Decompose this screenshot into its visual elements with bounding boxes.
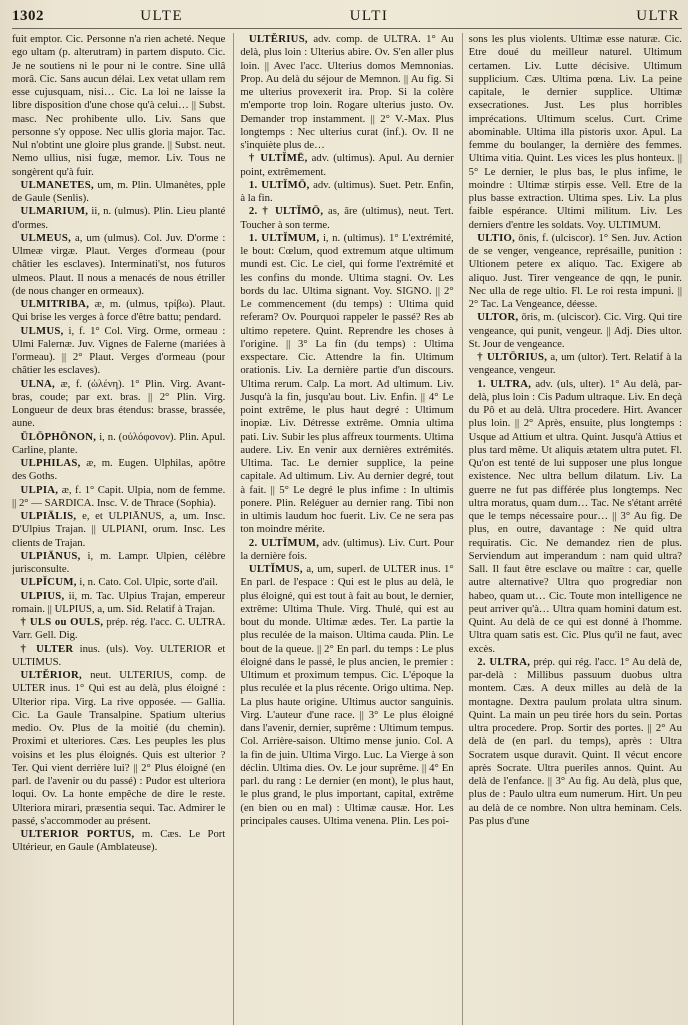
entry-headword: 2. † ULTĬMŌ, [248, 205, 324, 218]
dictionary-entry [469, 311, 682, 351]
entry-definition: neut. ULTERIUS, comp. de ULTER inus. 1° Qui est au delà, plus éloigné : Ulterior ripa. Virg. La rive opposée. — Gallia. Cic. La Gaule Transalpine. Spatium ulterius medio. Ov. Plus de la moitié (du chemin). Proximi et ulteriores. Cæs. Les peuples les plus voisins et les plus éloignés. Quis est ulterior ? Ter. Qui vient derrière lui? || 2° Plus éloigné (en parl. de l'avenir ou du passé) : Pudor est ulteriora loqui. Ov. La honte empêche de dire le reste. Ulteriora mirari, præsentia sequi. Tac. Admirer le passé, s'accommoder au présent. [12, 669, 226, 827]
entry-headword: ULTĔRIUS, [248, 33, 308, 45]
entry-definition: ii, n. (ulmus). Plin. Lieu planté d'ormes. [12, 205, 226, 231]
dictionary-entry [12, 298, 225, 325]
entry-headword: ULTOR, [477, 311, 519, 324]
dictionary-entry [240, 152, 453, 179]
entry-headword: ULPIĀNUS, [20, 549, 81, 562]
entry-definition: adv. (ultimus). Liv. Curt. Pour la dernière fois. [240, 536, 454, 562]
dictionary-entry [12, 205, 225, 232]
entry-definition: æ, m. (ulmus, τρίβω). Plaut. Qui brise les verges à force d'être battu; pendard. [12, 298, 226, 324]
entry-headword: 2. ULTRA, [477, 655, 531, 668]
dictionary-entry [12, 431, 225, 458]
entry-definition: adv. (ultimus). Suet. Petr. Enfin, à la fin. [240, 178, 454, 204]
dictionary-entry [240, 205, 453, 232]
dictionary-entry [240, 33, 453, 152]
entry-definition: e, et ULPIĀNUS, a, um. Insc. D'Ulpius Trajan. || ULPIANI, orum. Insc. Les clients de Trajan. [12, 510, 226, 549]
entry-definition: i, m. Lampr. Ulpien, célèbre jurisconsulte. [12, 549, 226, 575]
entry-headword: † ULTŌRIUS, [477, 351, 548, 363]
entry-definition: ōnis, f. (ulciscor). 1° Sen. Juv. Action de se venger, vengeance, représaille, punition : Ultionem petere ex aliquo. Tac. Exigere ab aliquo. Just. Tirer vengeance de qqn, le punir. Nec ulla de rege ultio. Fl. Le roi resta impuni. || 2° Tac. La Vengeance, déesse. [468, 231, 682, 310]
dictionary-entry [240, 232, 453, 537]
entry-definition: inus. (uls). Voy. ULTERIOR et ULTIMUS. [12, 642, 226, 668]
entry-definition: sons les plus violents. Ultimæ esse naturæ. Cic. Etre doué du meilleur naturel. Ultimum certamen. Liv. Lutte décisive. Ultimum supplicium. Cæs. Ultima pœna. Liv. La peine capitale, le dernier supplice. Ultimæ exsecrationes. Just. Les plus horribles imprécations. Ultimum scelus. Curt. Crime abominable. Ultima illa pistoris uxor. Apul. La femme du boulanger, la dernière des femmes. Ultima vitia. Quint. Les vices les plus honteux. || 5° Le dernier, le plus bas, le plus infime, le moindre : Ultimæ stirpis esse. Vell. Etre de la plus basse extraction. Ultima spes. Liv. La plus faible espérance. Ultimi militum. Liv. Les derniers d'entre les soldats. Voy. ULTIMUM. [468, 33, 682, 231]
dictionary-entry [12, 828, 225, 855]
entry-definition: i, f. 1° Col. Virg. Orme, ormeau : Ulmi Falernæ. Juv. Vignes de Falerne (mariées à l'ormeau). || 2° Plaut. Verges d'ormeau (pour châtier les esclaves). [12, 324, 226, 377]
entry-headword: 2. ULTĬMUM, [248, 536, 320, 549]
entry-headword: ULMITRIBA, [20, 298, 90, 310]
entry-definition: a, um (ultor). Tert. Relatif à la vengeance, vengeur. [468, 351, 682, 377]
entry-headword: 1. ULTĬMŌ, [248, 178, 310, 191]
entry-headword: ULNA, [20, 377, 56, 390]
entry-definition: as, āre (ultimus), neut. Tert. Toucher à son terme. [240, 205, 454, 231]
dictionary-entry [12, 457, 225, 484]
entry-headword: ULMARIUM, [20, 205, 89, 218]
dictionary-entry [12, 616, 225, 643]
entry-headword: ŪLŌPHŌNON, [20, 430, 97, 443]
entry-definition: i, n. (οὐλόφονον). Plin. Apul. Carline, plante. [12, 430, 226, 456]
entry-definition: adv. (ultimus). Apul. Au dernier point, extrêmement. [240, 152, 454, 178]
dictionary-entry [12, 484, 225, 511]
dictionary-entry [12, 510, 225, 550]
guide-word-right: ULTR [636, 8, 680, 24]
entry-definition: prép. qui rég. l'acc. 1° Au delà de, par-delà : Millibus passuum duobus ultra montem. Cæs. A deux milles au delà de la montagne. Dextra paulum prolata ultra sinum. Quint. La main un peu tirée hors du sein. Portas ultra procedere. Prop. Sortir des portes. || 2° Au delà de (en parl. du temps), après : Ultra Socratem usque duravit. Quint. Il vécut encore après Socrate. Ultra pueriles annos. Quint. Au delà de l'enfance. || 3° Au fig. Au delà, plus que, plus de : Paulo ultra eum numerum. Hirt. Un peu au delà de ce nombre. Non ultra heminam. Cels. Pas plus d'une [468, 655, 682, 827]
dictionary-entry [12, 643, 225, 670]
guide-word-left: ULTE [140, 8, 184, 24]
entry-headword: ULPIĀLIS, [20, 510, 77, 522]
dictionary-entry [240, 537, 453, 564]
column-2 [233, 33, 453, 1025]
entry-headword: ULPHILAS, [20, 457, 81, 469]
entry-headword: ULPĬCUM, [20, 576, 77, 589]
entry-definition: a, um, superl. de ULTER inus. 1° En parl. de l'espace : Qui est le plus au delà, le plus éloigné, qui est tout à fait au bout, le dernier, extrême: Ultima Thule. Virg. Thulé, qui est au bout du monde. Ultimæ ædes. Ter. La partie la plus reculée de la maison. Ultima cauda. Plin. Le bout de la queue. || 2° En parl. du temps : Le plus éloigné dans le passé, le plus ancien, le premier : Ultimum et proximum tempus. Cic. L'époque la plus reculée et la plus récente. Origo ultima. Nep. La plus haute origine. Ultimus auctor sanguinis. Virg. L'auteur d'une race. || 3° Le plus éloigné dans l'avenir, dernier, suprême : Ultimum tempus. Col. Arrière-saison. Ultimo mense junio. Col. A la fin de juin. Ultima Virgo. Luc. La Vierge à son déclin. Ultima dies. Ov. Le jour suprême. || 4° En parl. du rang : Le dernier (en mont), le plus haut, le plus grand, le plus important, capital, extrême (en bien ou en mal) : Ultimæ causæ. Hor. Les principales causes. Ultima venena. Plin. Les poi- [240, 563, 454, 827]
entry-definition: um, m. Plin. Ulmanètes, pple de Gaule (Senlis). [12, 178, 226, 204]
page-header [12, 8, 682, 29]
entry-definition: prép. rég. l'acc. C. ULTRA. Varr. Gell. Dig. [12, 616, 226, 642]
entry-headword: ULPIUS, [20, 589, 65, 602]
entry-continuation [469, 33, 682, 232]
entry-definition: a, um (ulmus). Col. Juv. D'orme : Ulmeæ virgæ. Plaut. Verges d'ormeau (pour châtier les esclaves). Interminati'st, nos futuros ulmeos. Plaut. Il nous a menacés de nous étriller (de nous changer en ormeaux). [12, 231, 226, 297]
dictionary-entry [12, 378, 225, 431]
entry-definition: i, n. (ultimus). 1° L'extrémité, le bout: Cœlum, quod extremum atque ultimum mundi est. Cic. Le ciel, qui forme l'extrémité et les confins du monde. Ultima stagni. Ov. Les bords du lac. Ultima signant. Voy. SIGNO. || 2° Le commencement (du temps) : Ultima quid referam? Ov. Pourquoi rappeler le passé? Res ab ultimo repetere. Quint. Reprendre les choses à l'origine. || 3° La fin (du temps) : Ultima exspectare. Cic. Attendre la fin. Ultimum orationis. Liv. La dernière partie d'un discours. Ultima rerum. Calp. La mort. Ad ultimum. Liv. Jusqu'à la fin, jusqu'au bout. Liv. Enfin. || 4° Le point extrême, le plus haut degré : Ultimum inopiæ. Liv. Détresse extrême. Omnia ultima pati. Liv. Subir les plus affreux tourments. Ultima audere. Liv. En venir aux dernières extrémités. Ultima. Tac. Le dernier supplice, la peine capitale. Ad ultimum. Liv. Au dernier degré, tout à fait. || 5° Le degré le plus infime : In ultimis ponere. Plin. Reléguer au dernier rang. Tibi non in ultimis laudum hoc fuerit. Liv. Ce ne sera pas ton moindre mérite. [240, 231, 454, 536]
dictionary-entry [12, 179, 225, 206]
entry-headword: ULTERIOR PORTUS, [20, 828, 135, 840]
dictionary-entry [469, 351, 682, 378]
entry-definition: ii, m. Tac. Ulpius Trajan, empereur romain. || ULPIUS, a, um. Sid. Relatif à Trajan. [12, 589, 226, 615]
entry-definition: i, n. Cato. Col. Ulpic, sorte d'ail. [76, 576, 218, 589]
entry-headword: ULPIA, [20, 483, 59, 496]
dictionary-entry [12, 590, 225, 617]
entry-definition: fuit emptor. Cic. Personne n'a rien acheté. Neque ego ultam (p. alterutram) in partem disputo. Cic. Je ne soutiens ni le pour ni le contre. Sine ullâ morâ. Cic. Sans aucun délai. Lex vetat ullam rem esse cujusquam, nisi… Cic. La loi ne laisse la libre disposition d'une chose qu'à celui… || Subst. masc. Nec prohibente ullo. Liv. Sans que personne s'y oppose. Nec ullis gloria major. Tac. Nul n'obtint une gloire plus grande. || Subst. neut. Nemo ullius, nisi fugæ, memor. Liv. Tous ne songèrent qu'à fuir. [12, 33, 226, 178]
entry-definition: m. Cæs. Le Port Ultérieur, en Gaule (Amblateuse). [12, 828, 226, 854]
page-number: 1302 [12, 8, 44, 24]
dictionary-entry [240, 563, 453, 828]
dictionary-entry [12, 576, 225, 589]
entry-headword: ULMUS, [20, 324, 64, 337]
entry-headword: † ULS ou OULS, [20, 616, 104, 628]
entry-continuation [12, 33, 225, 179]
entry-definition: æ, m. Eugen. Ulphilas, apôtre des Goths. [12, 457, 226, 483]
dictionary-entry [12, 325, 225, 378]
entry-definition: æ, f. 1° Capit. Ulpia, nom de femme. || 2° — SARDICA. Insc. V. de Thrace (Sophia). [12, 483, 226, 509]
entry-definition: ōris, m. (ulciscor). Cic. Virg. Qui tire vengeance, qui punit, vengeur. || Adj. Dies ultor. St. Jour de vengeance. [468, 311, 682, 350]
entry-definition: adv. (uls, ulter). 1° Au delà, par-delà, plus loin : Cis Padum ultraque. Liv. En deçà du Pô et au delà. Ultra procedere. Hirt. Avancer plus loin. || 2° Après, ensuite, plus longtemps : Usque ad Attium et ultra. Quint. Jusqu'à Attius et plus tard même. Ut aliquis ætatem ultra putet. Fl. Qu'on est tenté de lui supposer une plus longue existence. Nec ultra bellum dilatum. Liv. La guerre ne fut pas différée plus longtemps. Nec ultra moratus, quam dum… Tac. Ne s'étant arrêté que le temps nécessaire pour… || 3° Au fig. De plus, en outre, davantage : Ne quid ultra requiratis. Cic. Ne demandez rien de plus. Serviendum aut imperandum : nam quid ultra? Sall. Il faut être esclave ou maître : car, quelle autre alternative? Ultra quo progrediar non habeo, quam ut… Cic. Toute mon intelligence ne peut arriver qu'à… Ultra quam homini datum est. Quint. Au delà de ce qui est donné à l'homme. Ultra quam satis est. Cic. Plus qu'il ne faut, avec excès. [468, 377, 682, 655]
entry-definition: æ, f. (ὠλένη). 1° Plin. Virg. Avant-bras, coude; par ext. bras. || 2° Plin. Virg. Longueur de deux bras étendus: brasse, brassée, aune. [12, 377, 226, 430]
dictionary-entry [469, 378, 682, 656]
guide-word-center: ULTI [349, 8, 389, 24]
entry-headword: ULTIO, [477, 231, 516, 244]
dictionary-entry [12, 550, 225, 577]
entry-headword: † ULTER [20, 642, 74, 655]
dictionary-entry [469, 656, 682, 828]
entry-headword: ULTĬMUS, [248, 563, 303, 575]
column-3 [462, 33, 682, 1025]
dictionary-entry [12, 232, 225, 298]
dictionary-entry [240, 179, 453, 206]
entry-headword: ULTĔRIOR, [20, 669, 82, 681]
dictionary-entry [12, 669, 225, 828]
entry-headword: ULMEUS, [20, 231, 72, 244]
entry-headword: † ULTĬMĒ, [248, 152, 308, 165]
entry-headword: 1. ULTRA, [477, 377, 532, 390]
entry-headword: ULMANETES, [20, 178, 94, 191]
columns [12, 33, 682, 1025]
entry-headword: 1. ULTĬMUM, [248, 231, 320, 244]
column-1 [12, 33, 225, 1025]
dictionary-entry [469, 232, 682, 312]
entry-definition: adv. comp. de ULTRA. 1° Au delà, plus loin : Ulterius abire. Ov. S'en aller plus loin. || Avec l'acc. Ulterius domos Memnonias. Prop. Au delà du séjour de Memnon. || Au fig. Si me ulterius provexerit ira. Prop. Si la colère m'emporte trop loin. Rogare ulterius justo. Ov. Demander trop instamment. || 2° V.-Max. Plus longtemps : Nec ulterius curat (inf.). Ov. Il ne s'inquiète plus de… [240, 33, 454, 151]
